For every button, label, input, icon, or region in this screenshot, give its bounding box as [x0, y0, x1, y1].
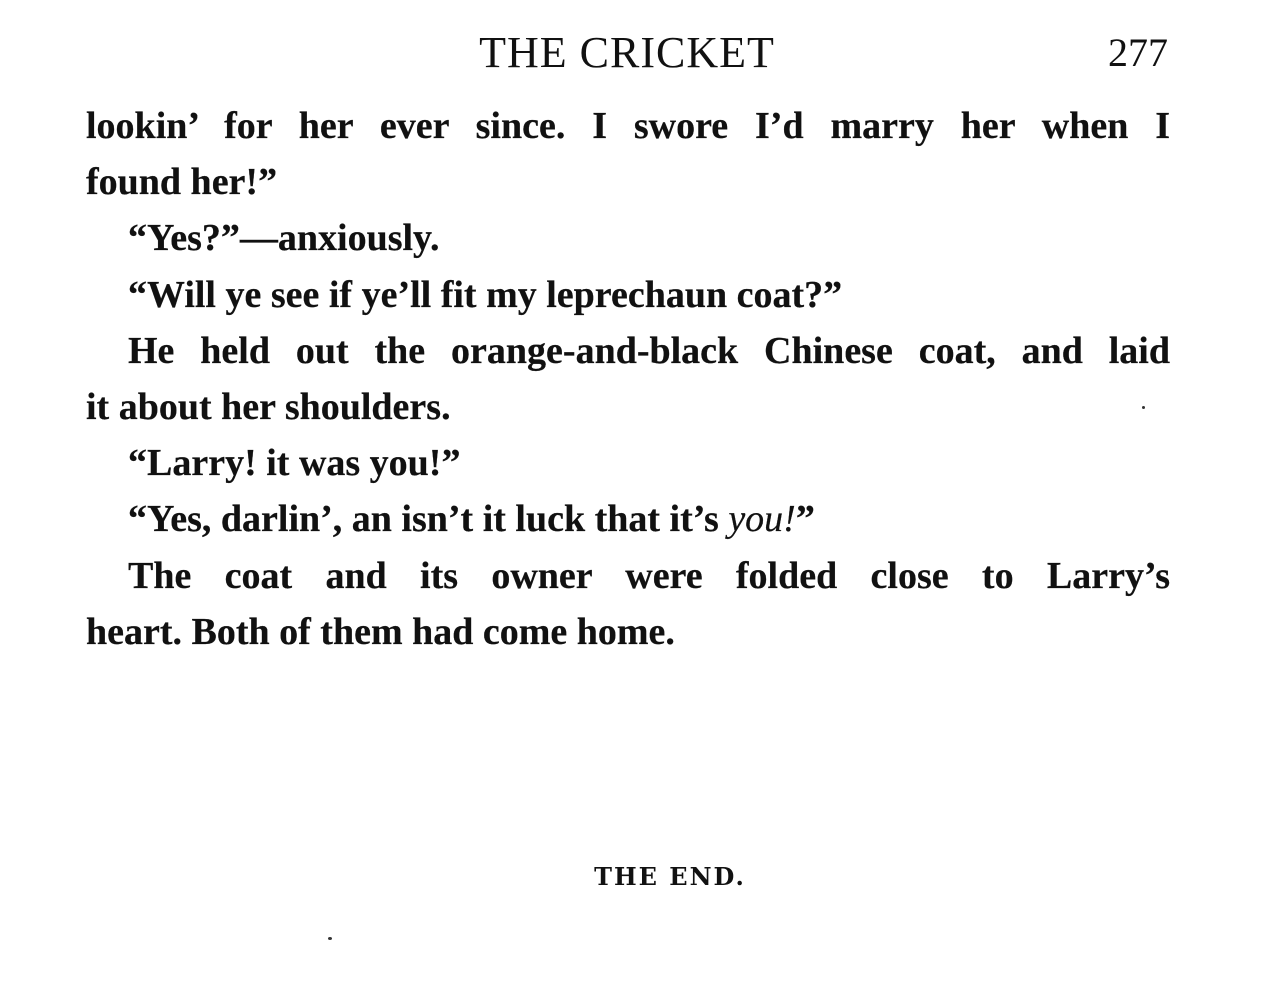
paragraph	[86, 548, 1170, 660]
print-speck	[1142, 406, 1145, 409]
paragraph: “Larry! it was you!”	[128, 442, 461, 485]
running-head	[86, 28, 1168, 78]
text-line: found her!”	[86, 161, 278, 204]
print-speck	[328, 937, 332, 940]
text-line: lookin’ for her ever since. I swore I’d marry her when I	[86, 105, 1170, 147]
text-line: heart. Both of them had come home.	[86, 610, 675, 653]
paragraph: “Yes?”—anxiously.	[128, 217, 440, 260]
paragraph: “Will ye see if ye’ll fit my leprechaun coat?”	[128, 273, 843, 316]
emphasis-text: you!	[728, 498, 796, 541]
text-run: “Yes, darlin’, an isn’t it luck that it’s	[128, 498, 729, 541]
body-text	[86, 98, 1170, 660]
paragraph	[86, 323, 1170, 435]
page-number: 277	[1108, 30, 1168, 75]
text-line: The coat and its owner were folded close to Larry’s	[128, 554, 1170, 597]
closing-text: THE END.	[594, 862, 746, 891]
paragraph	[86, 98, 1170, 210]
running-title: THE CRICKET	[479, 28, 775, 77]
paragraph	[86, 491, 1170, 547]
text-line: it about her shoulders.	[86, 386, 451, 429]
text-line: He held out the orange-and-black Chinese coat, and laid	[128, 329, 1170, 372]
text-run: ”	[795, 498, 815, 541]
